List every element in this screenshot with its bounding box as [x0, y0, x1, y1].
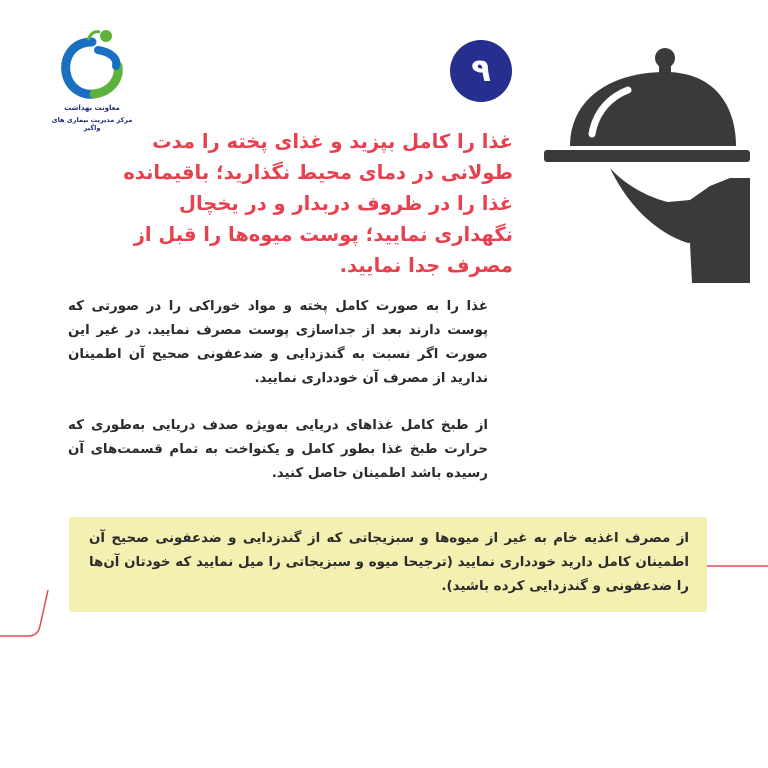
step-number-badge: ۹: [450, 40, 512, 102]
logo-subtitle: مرکز مدیریت بیماری های واگیر: [51, 116, 133, 132]
note-text: از مصرف اغذیه خام به غیر از میوه‌ها و سبزیجاتی که از گندزدایی و ضدعفونی صحیح آن اطمینان کامل دارید خودداری نمایید (ترجیحا میوه و سبزیجاتی را میل نمایید که خودتان آن‌ها را ضدعفونی و گندزدایی کرده باشید).: [89, 531, 689, 594]
note-box: [69, 517, 707, 612]
logo-title: معاونت بهداشت: [64, 104, 120, 112]
paragraph-cooking: غذا را به صورت کامل پخته و مواد خوراکی را در صورتی که پوست دارند بعد از جداسازی پوست مصرف نمایید. در غیر این صورت اگر نسبت به گندزدایی و ضدعفونی صحیح آن اطمینان ندارید از مصرف آن خودداری نمایید.: [68, 299, 488, 386]
paragraph-seafood: از طبخ کامل غذاهای دریایی به‌ویژه صدف دریایی به‌طوری که حرارت طبخ غذا بطور کامل و یکنواخت به تمام قسمت‌های آن رسیده باشد اطمینان حاصل کنید.: [68, 418, 488, 481]
health-ministry-logo: [44, 26, 140, 136]
logo-emblem-icon: [58, 28, 126, 100]
food-cloche-icon: [540, 38, 750, 283]
headline: غذا را کامل بپزید و غذای پخته را مدت طولانی در دمای محیط نگذارید؛ باقیمانده غذا را در ظروف دربدار و در یخچال نگهداری نمایید؛ پوست میوه‌ها را قبل از مصرف جدا نمایید.: [123, 130, 513, 277]
